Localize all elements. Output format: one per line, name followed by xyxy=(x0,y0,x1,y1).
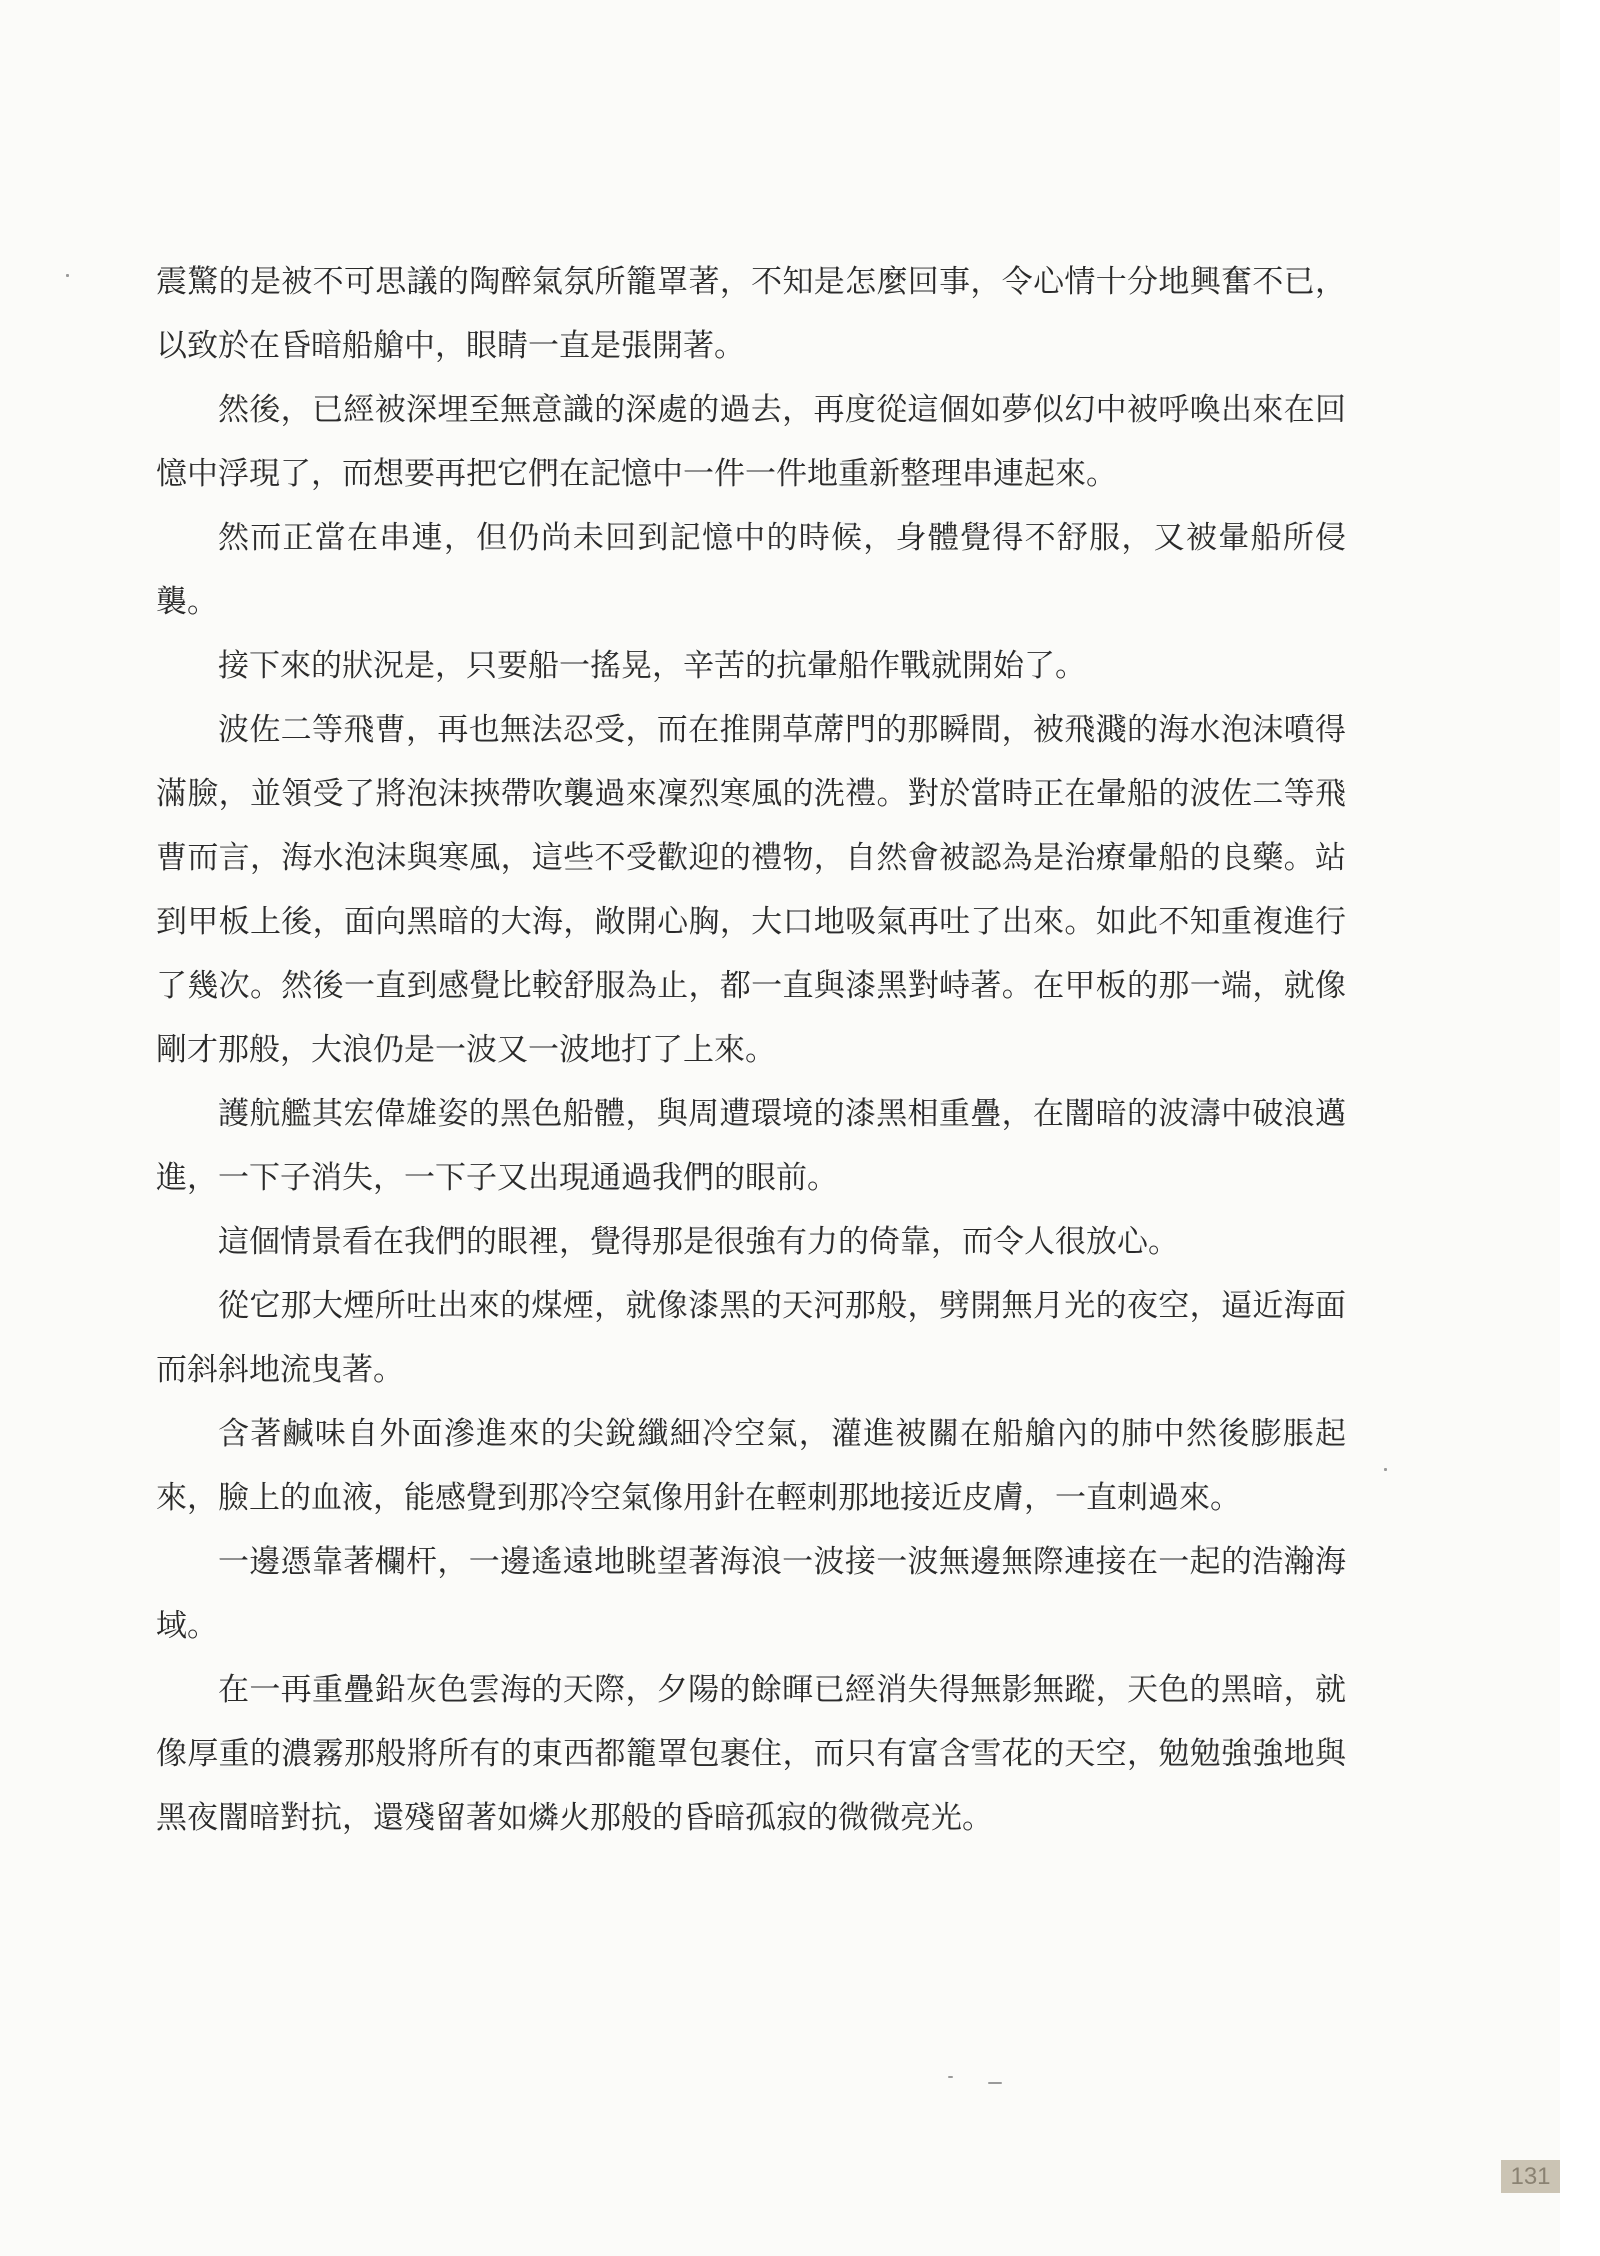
paragraph: 在一再重疊鉛灰色雲海的天際，夕陽的餘暉已經消失得無影無蹤，天色的黑暗，就像厚重的濃霧那般將所有的東西都籠罩包裹住，而只有富含雪花的天空，勉勉強強地與黑夜闇暗對抗，還殘留著如燐火那般的昏暗孤寂的微微亮光。 xyxy=(156,1672,1346,1836)
body-text xyxy=(156,250,1346,1850)
paragraph: 震驚的是被不可思議的陶醉氣氛所籠罩著，不知是怎麼回事，令心情十分地興奮不已，以致於在昏暗船艙中，眼睛一直是張開著。 xyxy=(156,264,1346,364)
scan-speck xyxy=(66,274,69,277)
paragraph: 這個情景看在我們的眼裡，覺得那是很強有力的倚靠，而令人很放心。 xyxy=(218,1224,1179,1260)
paragraph: 波佐二等飛曹，再也無法忍受，而在推開草蓆門的那瞬間，被飛濺的海水泡沫噴得滿臉，並領受了將泡沫挾帶吹襲過來凜烈寒風的洗禮。對於當時正在暈船的波佐二等飛曹而言，海水泡沫與寒風，這些不受歡迎的禮物，自然會被認為是治療暈船的良藥。站到甲板上後，面向黑暗的大海，敞開心胸，大口地吸氣再吐了出來。如此不知重複進行了幾次。然後一直到感覺比較舒服為止，都一直與漆黑對峙著。在甲板的那一端，就像剛才那般，大浪仍是一波又一波地打了上來。 xyxy=(156,712,1346,1068)
paragraph: 從它那大煙所吐出來的煤煙，就像漆黑的天河那般，劈開無月光的夜空，逼近海面而斜斜地流曳著。 xyxy=(156,1288,1346,1388)
page-margin-strip xyxy=(1560,0,1600,2256)
paragraph: 含著鹹味自外面滲進來的尖銳纖細冷空氣，灌進被關在船艙內的肺中然後膨脹起來，臉上的血液，能感覺到那冷空氣像用針在輕刺那地接近皮膚，一直刺過來。 xyxy=(156,1416,1346,1516)
paragraph: 護航艦其宏偉雄姿的黑色船體，與周遭環境的漆黑相重疊，在闇暗的波濤中破浪邁進，一下子消失，一下子又出現通過我們的眼前。 xyxy=(156,1096,1346,1196)
paragraph: 然而正當在串連，但仍尚未回到記憶中的時候，身體覺得不舒服，又被暈船所侵襲。 xyxy=(156,520,1346,620)
scan-speck xyxy=(1384,1468,1387,1471)
scan-speck xyxy=(988,2082,1002,2084)
scan-speck xyxy=(948,2076,953,2078)
paragraph: 然後，已經被深埋至無意識的深處的過去，再度從這個如夢似幻中被呼喚出來在回憶中浮現了，而想要再把它們在記憶中一件一件地重新整理串連起來。 xyxy=(156,392,1346,492)
page-number: 131 xyxy=(1501,2160,1560,2193)
paragraph: 接下來的狀況是，只要船一搖晃，辛苦的抗暈船作戰就開始了。 xyxy=(218,648,1086,684)
paragraph: 一邊憑靠著欄杆，一邊遙遠地眺望著海浪一波接一波無邊無際連接在一起的浩瀚海域。 xyxy=(156,1544,1346,1644)
